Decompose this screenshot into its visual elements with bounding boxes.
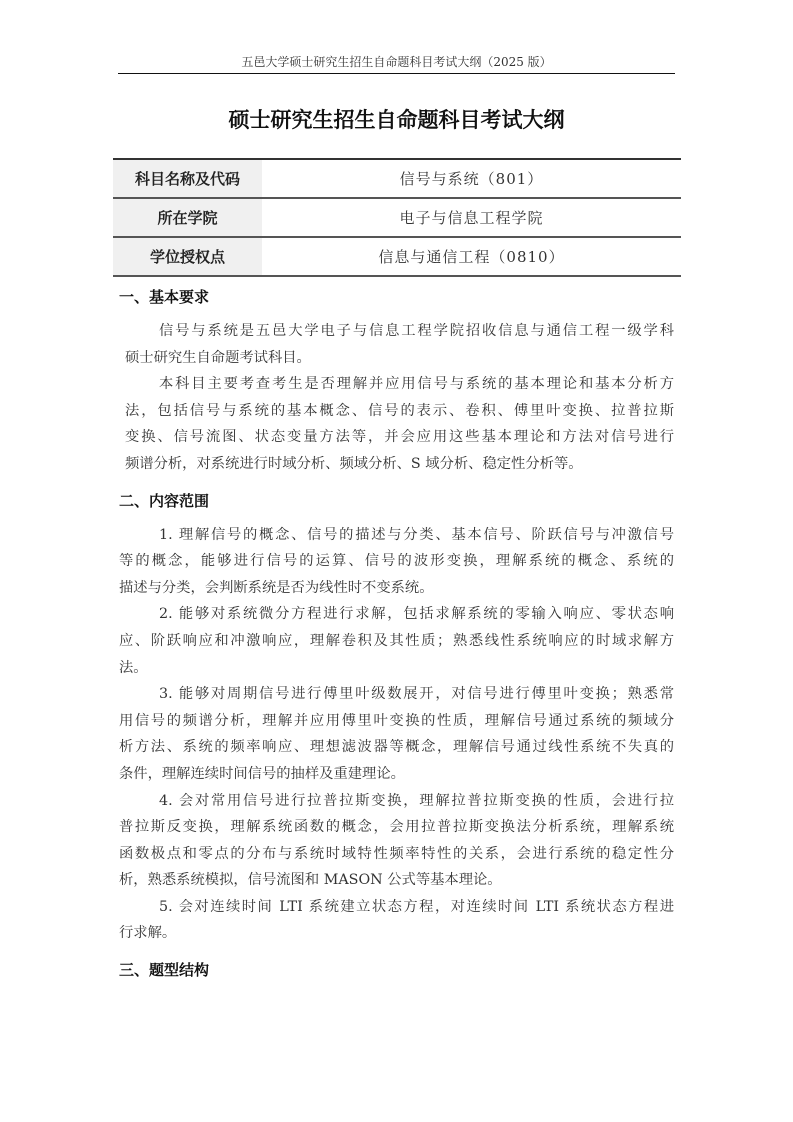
row-label: 学位授权点 (113, 237, 262, 276)
info-table (113, 158, 681, 277)
text-line: 4. 会对常用信号进行拉普拉斯变换，理解拉普拉斯变换的性质，会进行拉 (159, 792, 674, 809)
paragraph (119, 522, 674, 602)
text-line: 析，熟悉系统模拟，信号流图和 MASON 公式等基本理论。 (119, 872, 502, 889)
paragraph (119, 681, 674, 787)
text-line: 条件，理解连续时间信号的抽样及重建理论。 (119, 765, 405, 782)
text-line: 等的概念，能够进行信号的运算、信号的波形变换，理解系统的概念、系统的 (119, 553, 674, 570)
row-label: 科目名称及代码 (113, 159, 262, 198)
text-line: 法。 (119, 659, 148, 676)
header-divider (118, 73, 675, 74)
paragraph (119, 788, 674, 894)
text-line: 析方法、系统的频率响应、理想滤波器等概念，理解信号通过线性系统不失真的 (119, 739, 674, 756)
running-header: 五邑大学硕士研究生招生自命题科目考试大纲（2025 版） (241, 55, 552, 69)
row-value: 电子与信息工程学院 (262, 198, 681, 237)
table-row (113, 237, 681, 276)
table-row (113, 159, 681, 198)
row-value: 信号与系统（801） (262, 159, 681, 198)
paragraph (119, 601, 674, 681)
row-value: 信息与通信工程（0810） (262, 237, 681, 276)
text-line: 3. 能够对周期信号进行傅里叶级数展开，对信号进行傅里叶变换；熟悉常 (159, 686, 674, 703)
row-label: 所在学院 (113, 198, 262, 237)
section-gap (119, 947, 674, 956)
text-line: 5. 会对连续时间 LTI 系统建立状态方程，对连续时间 LTI 系统状态方程进 (159, 898, 674, 915)
table-row (113, 198, 681, 237)
text-line: 函数极点和零点的分布与系统时域特性频率特性的关系，会进行系统的稳定性分 (119, 845, 674, 862)
text-line: 2. 能够对系统微分方程进行求解，包括求解系统的零输入响应、零状态响 (159, 606, 674, 623)
text-line: 描述与分类，会判断系统是否为线性时不变系统。 (119, 579, 434, 596)
text-line: 法，包括信号与系统的基本概念、信号的表示、卷积、傅里叶变换、拉普拉斯 (125, 402, 674, 419)
section-gap (119, 478, 674, 487)
text-line: 信号与系统是五邑大学电子与信息工程学院招收信息与通信工程一级学科 (159, 323, 674, 339)
text-line: 变换、信号流图、状态变量方法等，并会应用这些基本理论和方法对信号进行 (125, 429, 674, 446)
text-line: 频谱分析，对系统进行时域分析、频域分析、S 域分析、稳定性分析等。 (125, 455, 583, 472)
section-heading: 二、内容范围 (119, 491, 210, 510)
document-body (119, 283, 674, 991)
paragraph (119, 318, 674, 371)
text-line: 用信号的频谱分析，理解并应用傅里叶变换的性质，理解信号通过系统的频域分 (119, 712, 674, 729)
text-line: 本科目主要考查考生是否理解并应用信号与系统的基本理论和基本分析方 (159, 376, 674, 393)
text-line: 普拉斯反变换，理解系统函数的概念，会用拉普拉斯变换法分析系统，理解系统 (119, 819, 674, 836)
text-line: 应、阶跃响应和冲激响应，理解卷积及其性质；熟悉线性系统响应的时域求解方 (119, 632, 674, 649)
text-line: 1. 理解信号的概念、信号的描述与分类、基本信号、阶跃信号与冲激信号 (159, 526, 674, 543)
section-heading: 一、基本要求 (119, 288, 210, 306)
text-line: 硕士研究生自命题考试科目。 (125, 349, 311, 366)
text-line: 行求解。 (119, 925, 177, 942)
page-title: 硕士研究生招生自命题科目考试大纲 (228, 108, 565, 132)
section-heading: 三、题型结构 (119, 961, 210, 980)
paragraph (119, 894, 674, 947)
paragraph (119, 371, 674, 477)
